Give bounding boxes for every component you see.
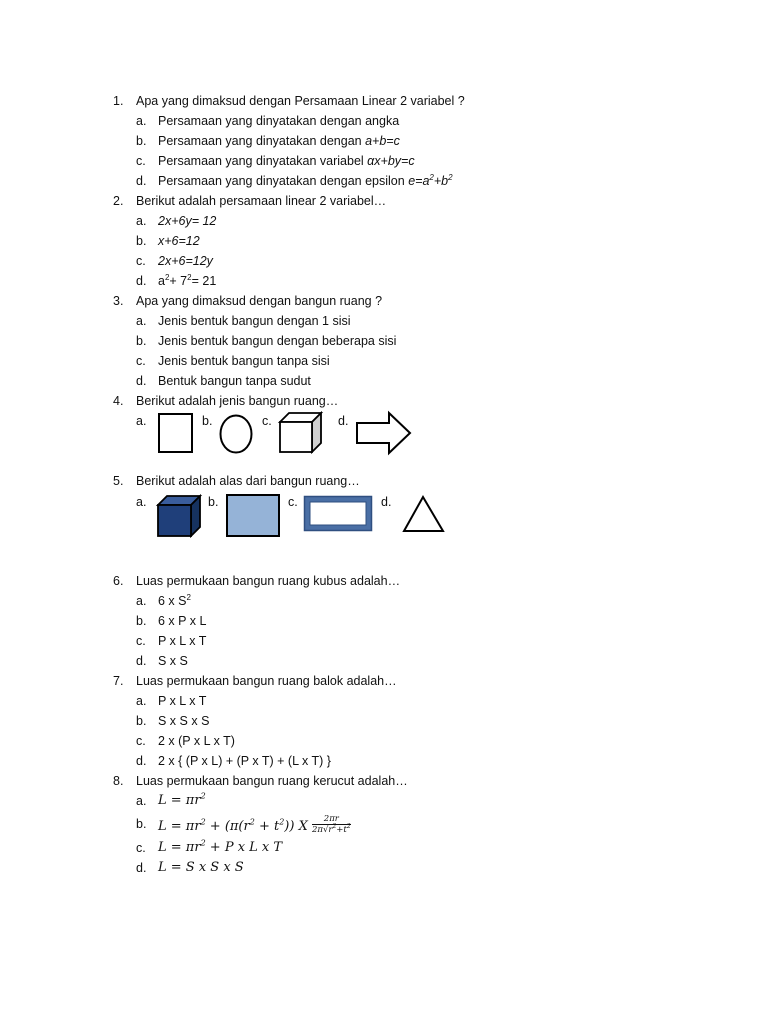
square-shape (158, 413, 194, 453)
option-letter: c. (136, 734, 146, 748)
question-text: Berikut adalah alas dari bangun ruang… (136, 474, 360, 488)
option-letter: b. (136, 134, 147, 148)
option-letter: d. (381, 495, 392, 509)
question-number: 4. (113, 394, 124, 408)
question-text: Luas permukaan bangun ruang balok adalah… (136, 674, 397, 688)
option-text: 2 x (P x L x T) (158, 734, 235, 748)
option-letter: a. (136, 114, 147, 128)
option-letter: a. (136, 314, 147, 328)
option-letter: a. (136, 414, 147, 428)
option-text: 2x+6=12y (158, 254, 213, 268)
option-letter: b. (136, 614, 147, 628)
option-letter: b. (136, 714, 147, 728)
option-text: S x S (158, 654, 188, 668)
option-letter: b. (136, 817, 147, 831)
option-text: Persamaan yang dinyatakan variabel αx+by=c (158, 154, 415, 168)
question-number: 5. (113, 474, 124, 488)
option-letter: a. (136, 495, 147, 509)
option-text: S x S x S (158, 714, 210, 728)
option-letter: a. (136, 694, 147, 708)
option-text: x+6=12 (158, 234, 200, 248)
question-number: 1. (113, 94, 124, 108)
formula: $e=a^2+b^2$ (408, 172, 453, 188)
question-text: Luas permukaan bangun ruang kerucut adalah… (136, 774, 408, 788)
option-letter: d. (136, 274, 147, 288)
option-text: $a^2+ 7^2= 21$ (158, 272, 217, 288)
question-number: 8. (113, 774, 124, 788)
option-text: 2 x { (P x L) + (P x T) + (L x T) } (158, 754, 331, 768)
option-letter: b. (136, 334, 147, 348)
option-letter: c. (136, 354, 146, 368)
formula: αx+by=c (367, 154, 415, 168)
option-text: P x L x T (158, 694, 207, 708)
question-text: Apa yang dimaksud dengan bangun ruang ? (136, 294, 383, 308)
question-text: Berikut adalah jenis bangun ruang… (136, 394, 339, 408)
option-letter: d. (338, 414, 349, 428)
option-text: Jenis bentuk bangun tanpa sisi (158, 354, 330, 368)
option-letter: b. (208, 495, 219, 509)
option-letter: c. (136, 154, 146, 168)
option-letter: d. (136, 754, 147, 768)
option-letter: b. (202, 414, 213, 428)
option-letter: a. (136, 794, 147, 808)
option-letter: d. (136, 374, 147, 388)
question-number: 2. (113, 194, 124, 208)
triangle-shape (402, 495, 446, 535)
question-text: Luas permukaan bangun ruang kubus adalah… (136, 574, 401, 588)
option-text: Jenis bentuk bangun dengan beberapa sisi (158, 334, 397, 348)
formula: $L = \pi r^2$ (158, 791, 206, 808)
formula: $L = \pi r^2 + P$ x L x T (158, 838, 283, 855)
option-text: Persamaan yang dinyatakan dengan angka (158, 114, 400, 128)
question-number: 7. (113, 674, 124, 688)
question-text: Berikut adalah persamaan linear 2 variabel… (136, 194, 387, 208)
option-letter: c. (288, 495, 298, 509)
formula: L = S x S x S (158, 860, 244, 875)
frame-shape (303, 495, 373, 533)
formula: a+b=c (365, 134, 400, 148)
cube-shape (279, 412, 323, 454)
fraction: $\frac{2\pi r}{2\pi√r^2+t^2}$ (311, 814, 351, 835)
option-text: Persamaan yang dinyatakan dengan epsilon $e=a^2+b^2$ (158, 172, 453, 188)
option-letter: d. (136, 174, 147, 188)
option-text: Jenis bentuk bangun dengan 1 sisi (158, 314, 351, 328)
arrow-shape (356, 412, 412, 454)
option-letter: c. (262, 414, 272, 428)
question-number: 3. (113, 294, 124, 308)
option-text: 2x+6y= 12 (158, 214, 217, 228)
option-text: Persamaan yang dinyatakan dengan a+b=c (158, 134, 400, 148)
option-text: Bentuk bangun tanpa sudut (158, 374, 311, 388)
blue-cube-shape (156, 494, 202, 538)
question-number: 6. (113, 574, 124, 588)
option-letter: c. (136, 841, 146, 855)
option-text: 6 x P x L (158, 614, 207, 628)
option-letter: a. (136, 594, 147, 608)
ellipse-shape (219, 414, 253, 454)
rectangle-shape (226, 494, 281, 538)
option-text: P x L x T (158, 634, 207, 648)
option-letter: d. (136, 861, 147, 875)
option-text: 6 x $S^2$ (158, 592, 191, 608)
formula: $L = \pi r^2 + (\pi(r^2 + t^2))$ X $\frac{2\pi r}{2\pi√r^2+t^2}$ (158, 814, 351, 835)
option-letter: d. (136, 654, 147, 668)
question-text: Apa yang dimaksud dengan Persamaan Linear 2 variabel ? (136, 94, 465, 108)
option-letter: b. (136, 234, 147, 248)
option-letter: a. (136, 214, 147, 228)
option-letter: c. (136, 254, 146, 268)
option-letter: c. (136, 634, 146, 648)
